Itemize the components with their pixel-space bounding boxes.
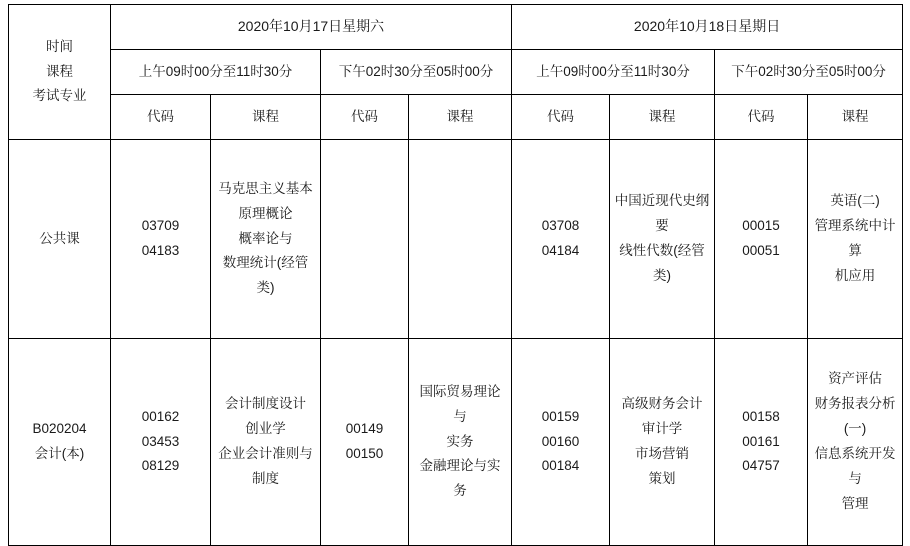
cell-courses-empty <box>409 140 512 339</box>
course-item: 信息系统开发与 <box>814 446 896 486</box>
course-item: 国际贸易理论与 <box>419 383 501 424</box>
cell-codes <box>512 339 610 546</box>
subheader-code-4: 代码 <box>715 95 808 140</box>
cell-courses <box>808 339 903 546</box>
cell-courses <box>211 140 321 339</box>
course-item: 企业会计准则与 <box>218 446 313 461</box>
subheader-course-2: 课程 <box>409 95 512 140</box>
course-item: 管理 <box>841 495 869 511</box>
subheader-code-1: 代码 <box>111 95 211 140</box>
header-row-days <box>9 5 903 50</box>
subheader-course-1: 课程 <box>211 95 321 140</box>
course-item: (一) <box>843 421 867 437</box>
course-item: 原理概论 <box>238 205 293 221</box>
subheader-code-3: 代码 <box>512 95 610 140</box>
course-item: 金融理论与实务 <box>419 458 501 499</box>
day-header-1: 2020年10月17日星期六 <box>111 5 512 50</box>
cell-codes <box>512 140 610 339</box>
course-item: 审计学 <box>641 421 683 437</box>
session-header-4: 下午02时30分至05时00分 <box>715 50 903 95</box>
subheader-course-3: 课程 <box>610 95 715 140</box>
session-header-3: 上午09时00分至11时30分 <box>512 50 715 95</box>
session-header-1: 上午09时00分至11时30分 <box>111 50 321 95</box>
exam-schedule-sheet <box>0 4 910 542</box>
course-item: 机应用 <box>834 267 876 283</box>
corner-label-major: 考试专业 <box>32 88 87 104</box>
course-item: 高级财务会计 <box>621 396 703 412</box>
major-line-1: 公共课 <box>39 230 80 246</box>
table-row <box>9 339 903 546</box>
code-item: 03709 <box>141 218 180 234</box>
cell-codes <box>715 339 808 546</box>
course-item: 实务 <box>446 433 474 449</box>
course-item: 马克思主义基本 <box>218 180 313 196</box>
code-item: 03708 <box>541 218 580 234</box>
row-major-cell <box>9 140 111 339</box>
code-item: 00159 <box>541 408 580 424</box>
course-item: 策划 <box>648 470 676 486</box>
course-item: 资产评估 <box>828 371 883 387</box>
corner-label-time: 时间 <box>46 38 73 54</box>
course-item: 线性代数(经管 <box>619 243 705 258</box>
code-item: 00158 <box>742 408 780 424</box>
exam-schedule-table <box>8 4 903 546</box>
header-row-subcolumns <box>9 95 903 140</box>
code-item: 00051 <box>742 243 780 258</box>
course-item: 制度 <box>252 470 279 486</box>
code-item: 00015 <box>742 218 780 234</box>
code-item: 08129 <box>141 458 180 474</box>
code-item: 00162 <box>141 408 180 424</box>
code-item: 00184 <box>541 458 580 474</box>
subheader-course-4: 课程 <box>808 95 903 140</box>
code-item: 00150 <box>345 446 384 461</box>
code-item: 00149 <box>345 421 384 437</box>
cell-courses <box>211 339 321 546</box>
cell-courses <box>610 339 715 546</box>
course-item: 要 <box>655 218 669 234</box>
cell-codes-empty <box>321 140 409 339</box>
day-header-2: 2020年10月18日星期日 <box>512 5 903 50</box>
course-item: 会计制度设计 <box>225 396 306 412</box>
corner-label-course: 课程 <box>46 63 73 79</box>
course-item: 财务报表分析 <box>814 396 896 412</box>
course-item: 创业学 <box>245 421 286 437</box>
cell-courses <box>409 339 512 546</box>
code-item: 04757 <box>742 458 780 474</box>
code-item: 00161 <box>742 433 780 449</box>
course-item: 概率论与 <box>238 230 293 246</box>
course-item: 管理系统中计算 <box>814 218 896 258</box>
corner-header-cell <box>9 5 111 140</box>
course-item: 数理统计(经管 <box>222 255 309 271</box>
major-line-2: 会计(本) <box>34 446 85 461</box>
code-item: 04183 <box>141 243 180 258</box>
course-item: 英语(二) <box>830 193 880 209</box>
code-item: 04184 <box>541 243 580 258</box>
row-major-cell <box>9 339 111 546</box>
major-line-1: B020204 <box>32 421 87 437</box>
code-item: 00160 <box>541 433 580 449</box>
cell-codes <box>111 339 211 546</box>
course-item: 市场营销 <box>635 446 690 461</box>
cell-codes <box>715 140 808 339</box>
course-item: 中国近现代史纲 <box>614 193 710 209</box>
cell-courses <box>808 140 903 339</box>
code-item: 03453 <box>141 433 180 449</box>
header-row-sessions <box>9 50 903 95</box>
table-row <box>9 140 903 339</box>
subheader-code-2: 代码 <box>321 95 409 140</box>
course-item: 类) <box>653 267 672 283</box>
session-header-2: 下午02时30分至05时00分 <box>321 50 512 95</box>
cell-codes <box>321 339 409 546</box>
cell-courses <box>610 140 715 339</box>
course-item: 类) <box>256 280 275 296</box>
cell-codes <box>111 140 211 339</box>
